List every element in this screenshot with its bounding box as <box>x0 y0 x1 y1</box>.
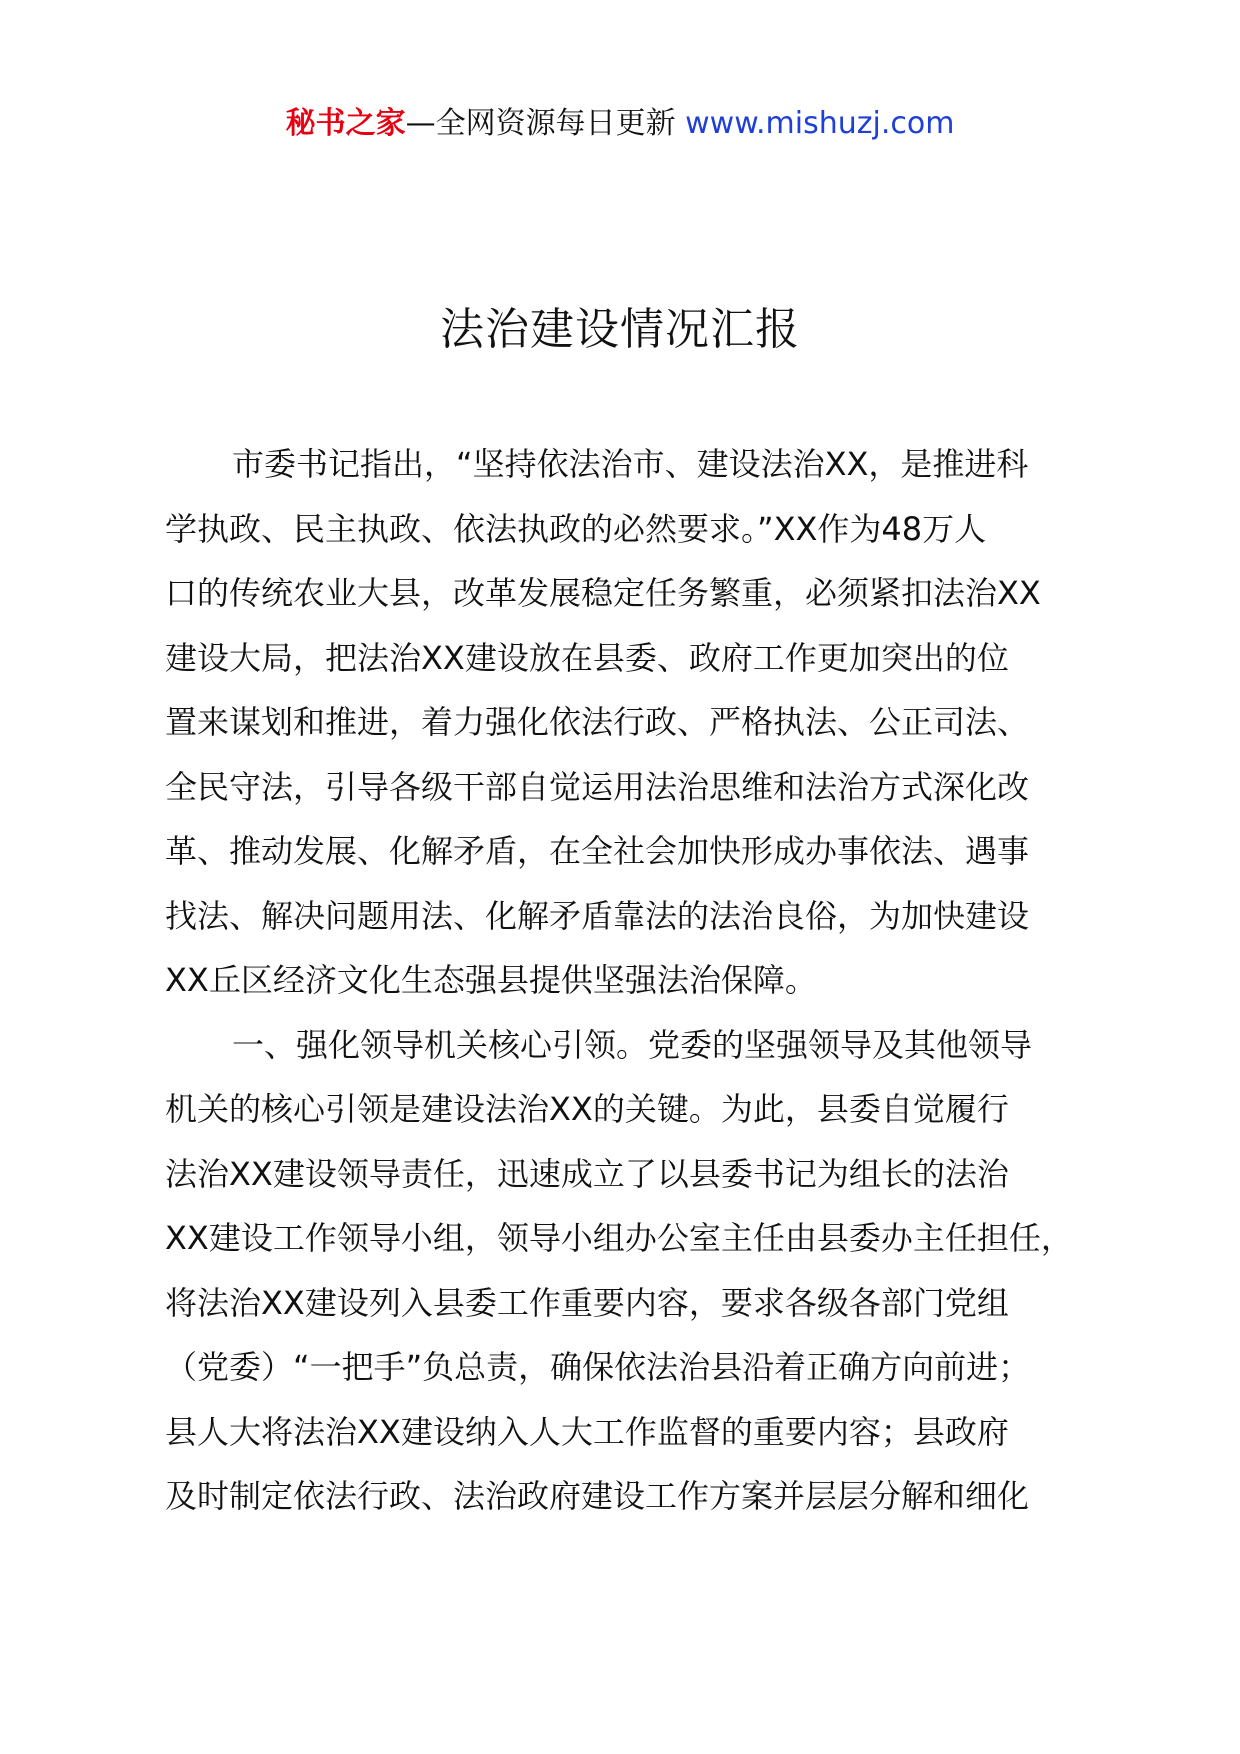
paragraph-1-line: 找法、解决问题用法、化解矛盾靠法的法治良俗，为加快建设 <box>165 896 1030 935</box>
site-banner <box>0 104 1240 144</box>
paragraph-2-line: 机关的核心引领是建设法治XX的关键。为此，县委自觉履行 <box>165 1090 1009 1128</box>
paragraph-2-line: 县人大将法治XX建设纳入人大工作监督的重要内容；县政府 <box>165 1412 1009 1451</box>
brand-name: 秘书之家 <box>285 106 406 141</box>
paragraph-1-line: 革、推动发展、化解矛盾，在全社会加快形成办事依法、遇事 <box>165 832 1030 870</box>
paragraph-1-line: 学执政、民主执政、依法执政的必然要求。”XX作为48万人 <box>165 509 987 548</box>
paragraph-2-line: （党委）“一把手”负总责，确保依法治县沿着正确方向前进； <box>165 1348 1031 1386</box>
paragraph-1-line: 市委书记指出，“坚持依法治市、建设法治XX，是推进科 <box>232 445 1029 483</box>
paragraph-1-line: 全民守法，引导各级干部自觉运用法治思维和法治方式深化改 <box>165 767 1030 806</box>
paragraph-2-line: 一、强化领导机关核心引领。党委的坚强领导及其他领导 <box>232 1025 1033 1064</box>
paragraph-1-line: 建设大局，把法治XX建设放在县委、政府工作更加突出的位 <box>165 638 1009 677</box>
paragraph-2-line: 法治XX建设领导责任，迅速成立了以县委书记为组长的法治 <box>165 1154 1009 1193</box>
paragraph-2-line: XX建设工作领导小组，领导小组办公室主任由县委办主任担任， <box>165 1219 1073 1257</box>
paragraph-1-line: 置来谋划和推进，着力强化依法行政、严格执法、公正司法、 <box>165 703 1030 741</box>
paragraph-2-line: 将法治XX建设列入县委工作重要内容，要求各级各部门党组 <box>165 1283 1009 1322</box>
paragraph-1-line: XX丘区经济文化生态强县提供坚强法治保障。 <box>165 961 817 999</box>
banner-tagline: —全网资源每日更新 <box>405 106 676 141</box>
document-body <box>165 432 1085 1529</box>
paragraph-2-line: 及时制定依法行政、法治政府建设工作方案并层层分解和细化 <box>165 1477 1030 1515</box>
document-title: 法治建设情况汇报 <box>440 304 800 355</box>
paragraph-1-line: 口的传统农业大县，改革发展稳定任务繁重，必须紧扣法治XX <box>165 574 1041 612</box>
site-url[interactable]: www.mishuzj.com <box>685 106 955 141</box>
